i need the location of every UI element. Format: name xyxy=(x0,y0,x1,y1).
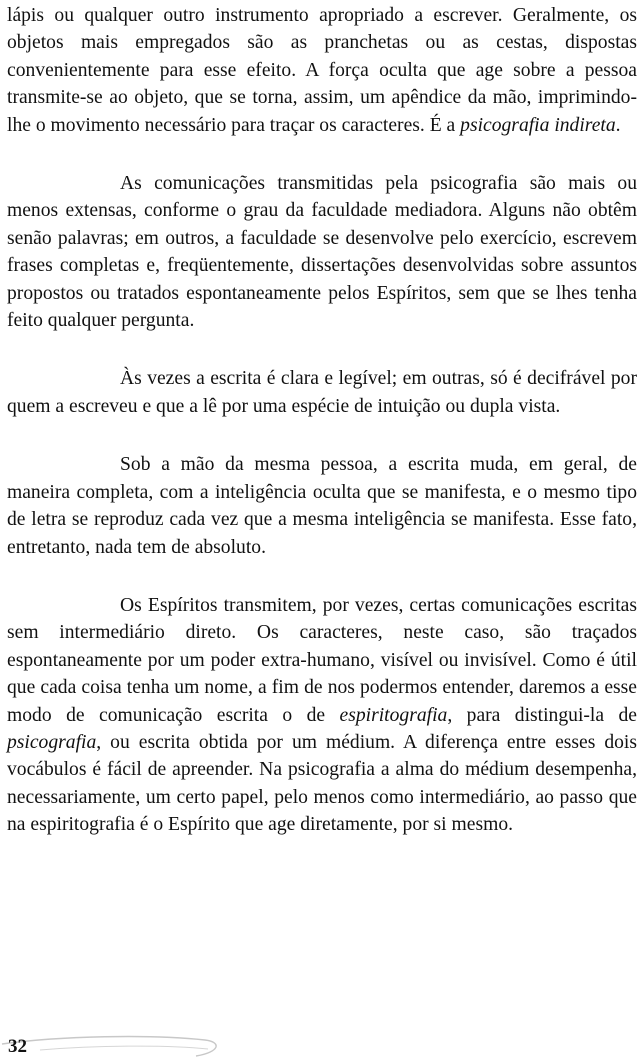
italic-term: espiritografia xyxy=(339,704,448,726)
text-run: lápis ou qualquer outro instrumento apropriado a escrever. Geralmente, os objetos mais empregados são as pranchetas ou as cestas, dispostas convenientemente para esse efeito. A força oculta que age sobre a pessoa transmite-se ao objeto, que se torna, assim, um apêndice da mão, imprimindo-lhe o movimento necessário para traçar os caracteres. É a xyxy=(7,5,637,136)
paragraph-1 xyxy=(7,2,637,139)
page-body xyxy=(7,2,637,870)
text-run: Os Espíritos transmitem, por vezes, certas comunicações escritas sem intermediário direto. Os caracteres, neste caso, são traçados espontaneamente por um poder extra-humano, visível ou invisível. Como é útil que cada coisa tenha um nome, a fim de nos podermos entender, daremos a esse modo de comunicação escrita o de xyxy=(7,594,637,726)
paragraph-4 xyxy=(7,451,637,561)
text-run: Às vezes a escrita é clara e legível; em outras, só é decifrável por quem a escreveu e que a lê por uma espécie de intuição ou dupla vista. xyxy=(7,368,637,417)
page-footer xyxy=(0,1030,644,1060)
page-number: 32 xyxy=(8,1036,27,1057)
italic-term: psicografia xyxy=(7,731,97,753)
paragraph-2 xyxy=(7,170,637,334)
text-run: , ou escrita obtida por um médium. A diferença entre esses dois vocábulos é fácil de apreender. Na psicografia a alma do médium desempenha, necessariamente, um certo papel, pelo menos como intermediário, ao passo que na espiritografia é o Espírito que age diretamente, por si mesmo. xyxy=(7,731,637,836)
italic-term: psicografia indireta xyxy=(460,114,616,136)
paragraph-5 xyxy=(7,592,637,839)
text-run: , para distingui-la de xyxy=(447,704,637,726)
text-run: . xyxy=(615,114,621,136)
text-run: Sob a mão da mesma pessoa, a escrita muda, em geral, de maneira completa, com a inteligência oculta que se manifesta, e o mesmo tipo de letra se reproduz cada vez que a mesma inteligência se manifesta. Esse fato, entretanto, nada tem de absoluto. xyxy=(7,454,637,558)
text-run: As comunicações transmitidas pela psicografia são mais ou menos extensas, conforme o grau da faculdade mediadora. Alguns não obtêm senão palavras; em outros, a faculdade se desenvolve pelo exercício, escrevem frases completas e, freqüentemente, dissertações desenvolvidas sobre assuntos propostos ou tratados espontaneamente pelos Espíritos, sem que se lhes tenha feito qualquer pergunta. xyxy=(7,173,637,332)
paragraph-3 xyxy=(7,365,637,420)
decorative-swoosh-icon xyxy=(0,1030,260,1060)
